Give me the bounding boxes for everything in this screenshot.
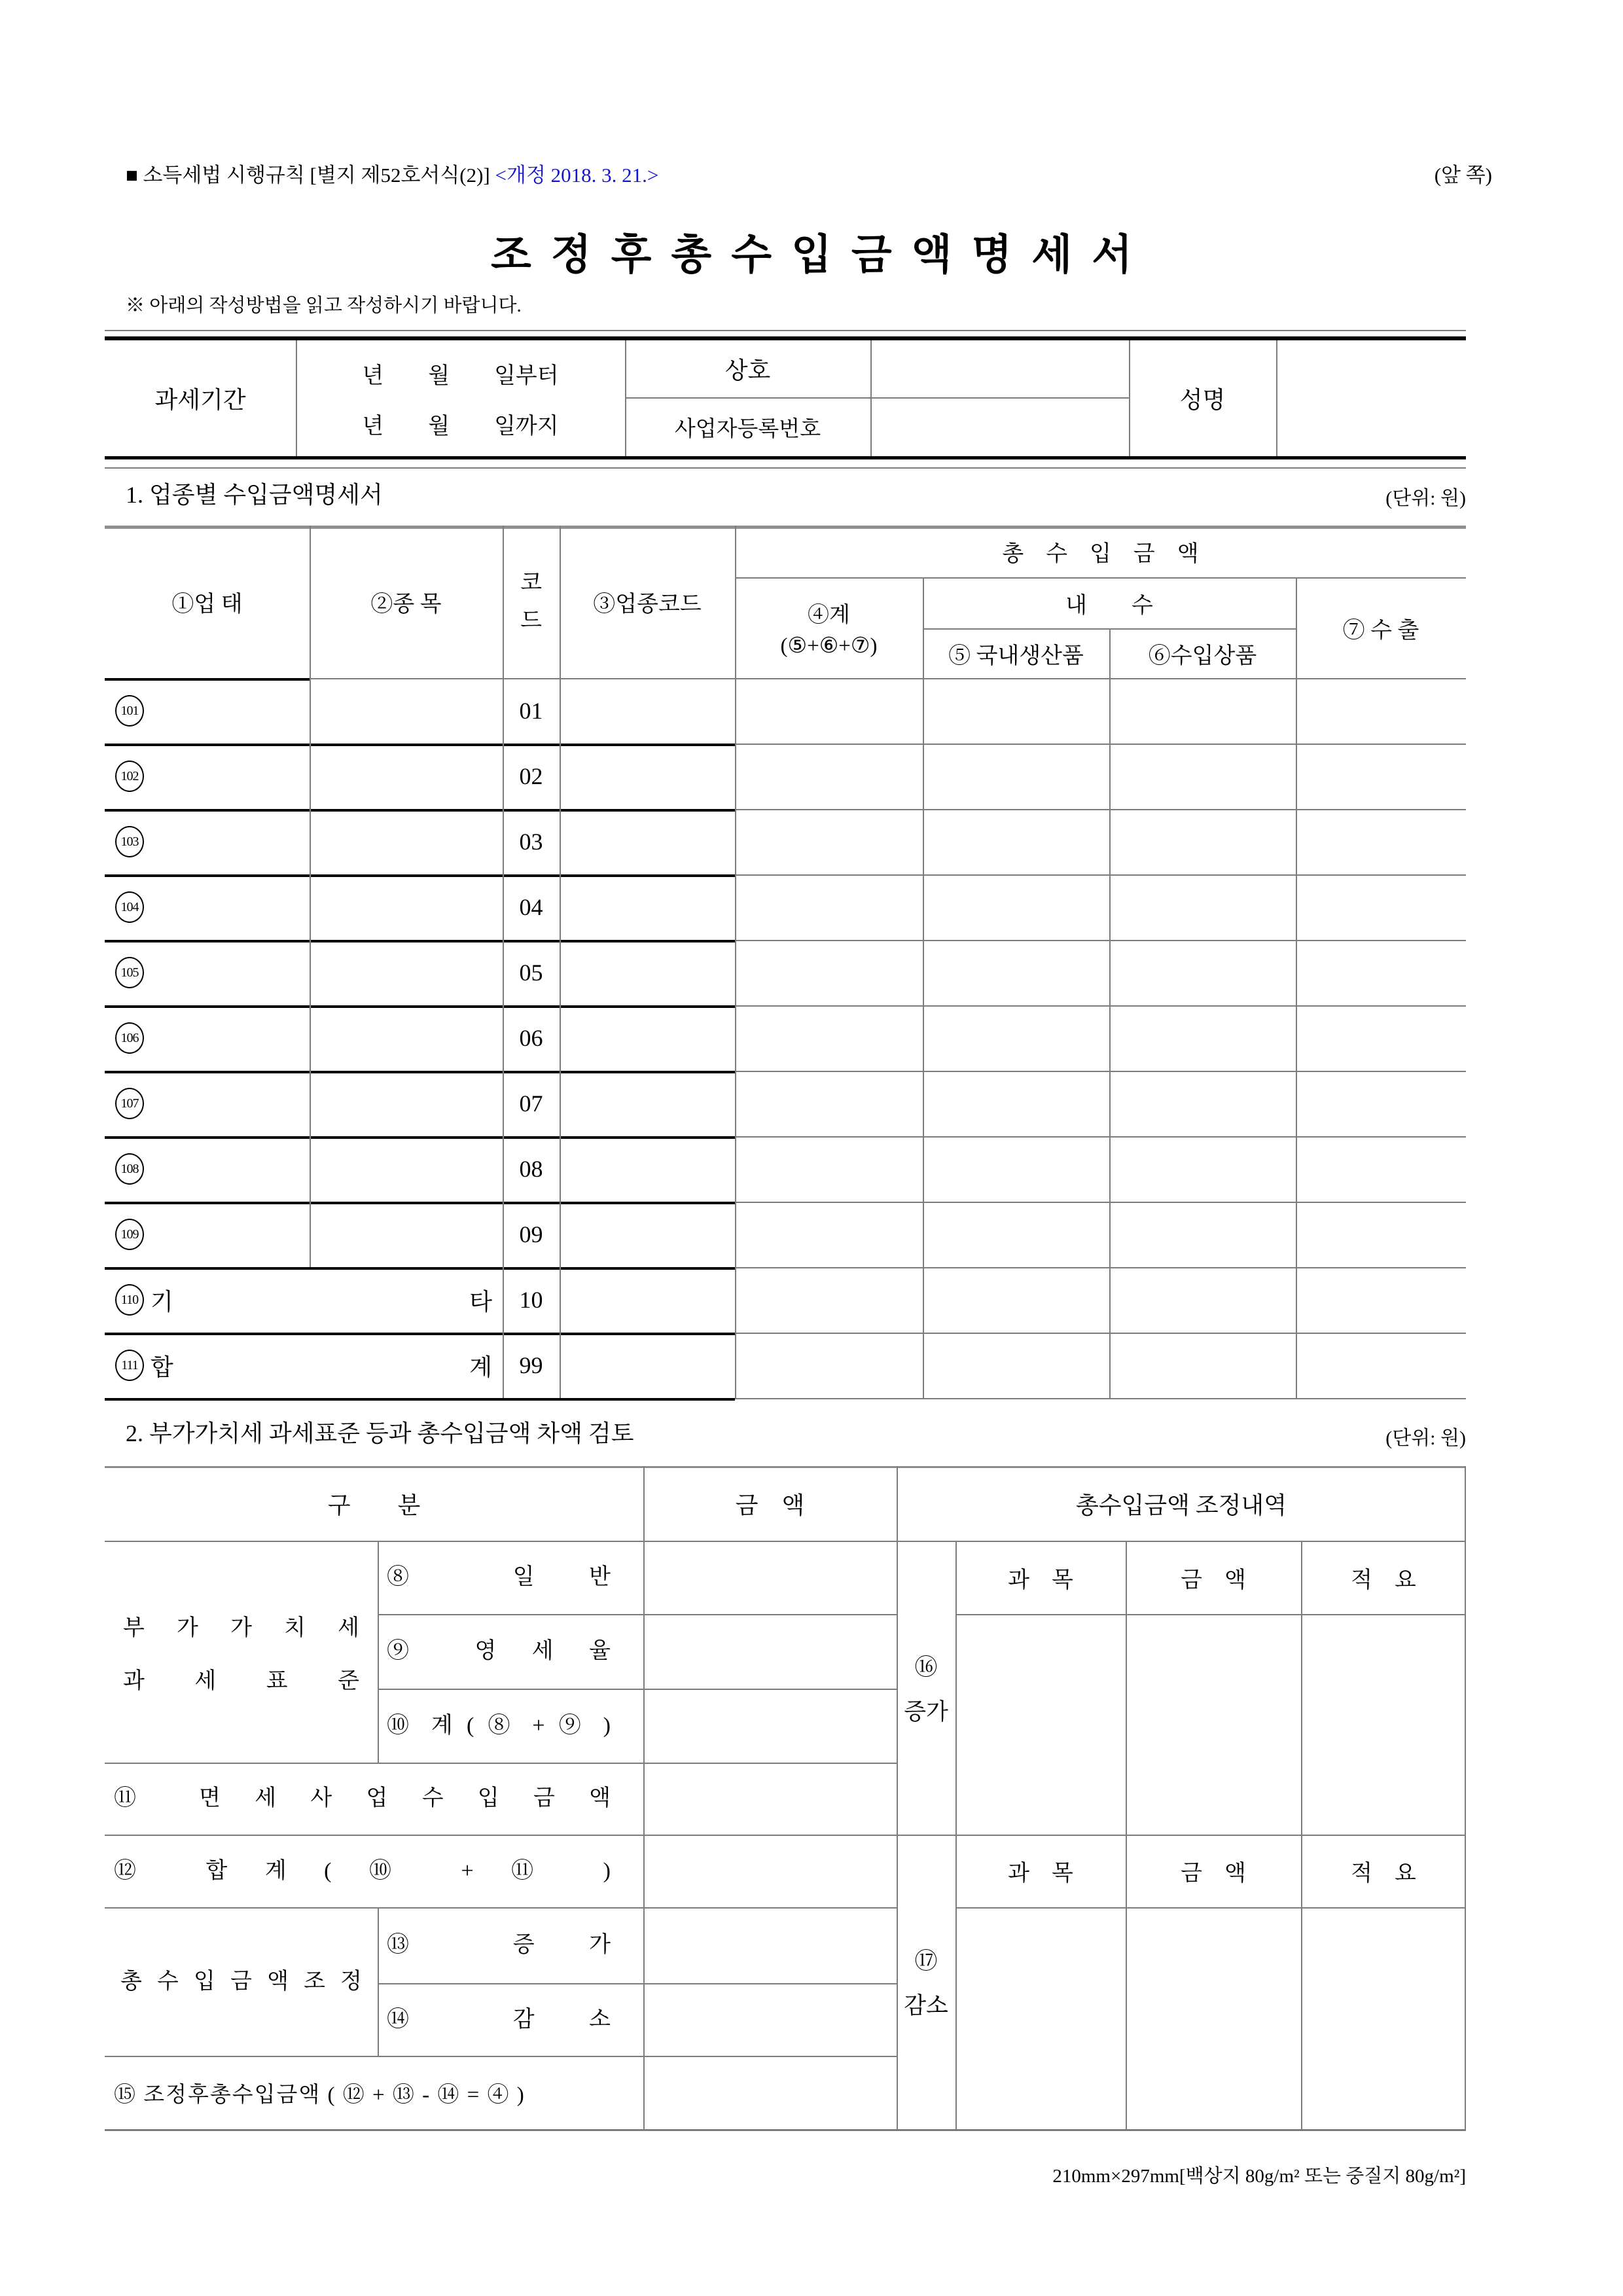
increase-section-label <box>897 1541 955 1835</box>
row-marker <box>105 874 310 940</box>
grid-line <box>643 1466 645 2129</box>
row-marker <box>105 940 310 1005</box>
grid-line <box>735 940 1466 941</box>
row-adjusted-total: ⑮ 조정후총수입금액 ( ⑫ + ⑬ - ⑭ = ④ ) <box>114 2083 526 2107</box>
row-etc-label-left: 기 <box>151 1288 173 1315</box>
col-header-code <box>503 526 560 678</box>
col-header-industry-code: ③업종코드 <box>593 592 702 617</box>
row-total-left <box>115 1349 173 1382</box>
col-header-industry-type: ①업 태 <box>171 592 243 617</box>
section2-heading: 2. 부가가치세 과세표준 등과 총수입금액 차액 검토 <box>126 1420 634 1446</box>
decrease-label: 감소 <box>904 1993 948 2018</box>
grid-line <box>735 1136 1466 1138</box>
grid-line <box>955 1614 1466 1615</box>
increase-marker: ⑯ <box>914 1654 938 1680</box>
row-marker-107: 107 <box>115 1088 144 1119</box>
row-marker-106: 106 <box>115 1022 144 1054</box>
grid-line <box>955 1907 1466 1909</box>
col-header-export: ⑦ 수 출 <box>1342 618 1419 643</box>
row-marker <box>105 744 310 809</box>
grid-line <box>735 1398 1466 1399</box>
decrease-col-amount: 금 액 <box>1181 1861 1246 1886</box>
row-adjust-increase: ⑬ 증 가 <box>387 1933 611 1957</box>
row-code: 03 <box>519 829 543 855</box>
grid-line <box>735 1267 1466 1268</box>
grid-line <box>735 1005 1466 1007</box>
row-marker <box>105 1071 310 1136</box>
tax-period-from: 년 월 일부터 <box>362 363 559 388</box>
row-total <box>105 1333 503 1398</box>
grid-line <box>1296 577 1297 1398</box>
registration-number-value[interactable] <box>870 397 1129 456</box>
row-marker-110: 110 <box>115 1284 144 1316</box>
rule-line <box>105 467 1466 469</box>
row-marker <box>105 1202 310 1267</box>
decrease-section-label <box>897 1835 955 2129</box>
col-header-domestic-product: ⑤ 국내생산품 <box>948 643 1084 668</box>
row-code: 06 <box>519 1025 543 1051</box>
row-code: 04 <box>519 894 543 920</box>
registration-number-label: 사업자등록번호 <box>674 417 821 441</box>
row-etc <box>105 1267 503 1333</box>
row-vat-subtotal: ⑩ 계 ( ⑧ + ⑨ ) <box>387 1713 611 1738</box>
col-header-total-revenue: 총 수 입 금 액 <box>1002 542 1199 566</box>
row-marker-105: 105 <box>115 957 144 988</box>
page-side-label: (앞 쪽) <box>1434 164 1492 187</box>
vat-base-label-line1: 부 가 가 치 세 <box>123 1615 359 1640</box>
revenue-adjust-group-label: 총 수 입 금 액 조 정 <box>120 1969 362 1994</box>
col-header-sum <box>735 577 923 678</box>
owner-name-value[interactable] <box>1276 340 1466 456</box>
decrease-col-subject: 과 목 <box>1008 1861 1073 1886</box>
row-code: 09 <box>519 1221 543 1247</box>
row-total-label-left: 합 <box>151 1354 173 1380</box>
increase-col-note: 적 요 <box>1351 1568 1416 1592</box>
row-marker <box>105 809 310 874</box>
row-marker-108: 108 <box>115 1153 144 1185</box>
grid-line <box>1109 628 1111 1398</box>
col-header-amount: 금 액 <box>735 1492 805 1518</box>
increase-col-amount: 금 액 <box>1181 1568 1246 1592</box>
row-etc-left <box>115 1283 173 1317</box>
grid-line <box>735 1333 1466 1334</box>
col-header-category: 구 분 <box>327 1492 421 1518</box>
col-header-sum-line2: (⑤+⑥+⑦) <box>780 634 878 658</box>
row-marker-104: 104 <box>115 891 144 923</box>
row-marker <box>105 1005 310 1071</box>
grid-line <box>735 809 1466 810</box>
form-revision-date: <개정 2018. 3. 21.> <box>495 164 659 187</box>
row-code: 07 <box>519 1090 543 1117</box>
form-title: 조정후총수입금액명세서 <box>490 232 1152 278</box>
grid-line <box>923 577 924 1398</box>
vat-base-label-line2: 과 세 표 준 <box>123 1668 359 1693</box>
business-name-value[interactable] <box>870 340 1129 397</box>
instruction-note: ※ 아래의 작성방법을 읽고 작성하시기 바랍니다. <box>126 295 522 316</box>
row-code: 01 <box>519 698 543 724</box>
col-header-adjustment: 총수입금액 조정내역 <box>1076 1492 1287 1518</box>
row-marker <box>105 1136 310 1202</box>
grid-line <box>105 1398 735 1401</box>
row-etc-label-right: 타 <box>469 1288 492 1315</box>
grid-line <box>735 1071 1466 1072</box>
row-exempt-revenue: ⑪ 면 세 사 업 수 입 금 액 <box>114 1786 611 1810</box>
paper-spec-note: 210mm×297mm[백상지 80g/m² 또는 중질지 80g/m²] <box>1052 2166 1466 2187</box>
section2-unit-label: (단위: 원) <box>1385 1427 1466 1449</box>
vat-base-group-label <box>105 1541 378 1763</box>
owner-name-label: 성명 <box>1179 387 1226 413</box>
decrease-col-note: 적 요 <box>1351 1861 1416 1886</box>
row-code: 05 <box>519 960 543 986</box>
tax-period-to: 년 월 일까지 <box>362 414 559 439</box>
row-marker <box>105 678 310 744</box>
increase-col-subject: 과 목 <box>1008 1568 1073 1592</box>
form-reference-text: ■ 소득세법 시행규칙 [별지 제52호서식(2)] <box>126 164 495 187</box>
form-reference <box>126 158 658 188</box>
col-header-code-text: 코드 <box>520 570 542 633</box>
grid-line <box>310 678 1466 679</box>
row-vat-zero-rate: ⑨ 영 세 율 <box>387 1639 611 1663</box>
grid-line <box>105 2129 1466 2131</box>
tax-period-label: 과세기간 <box>154 387 246 413</box>
grid-line <box>735 744 1466 745</box>
row-marker-103: 103 <box>115 826 144 857</box>
col-header-domestic: 내 수 <box>1065 593 1153 618</box>
col-header-imported-goods: ⑥수입상품 <box>1148 643 1257 668</box>
row-code: 02 <box>519 763 543 789</box>
row-code: 10 <box>519 1287 543 1313</box>
business-name-label: 상호 <box>724 357 771 384</box>
increase-label: 증가 <box>904 1698 948 1725</box>
row-marker-111: 111 <box>115 1350 144 1381</box>
row-code: 99 <box>519 1352 543 1378</box>
row-vat-general: ⑧ 일 반 <box>387 1565 611 1589</box>
col-header-item: ②종 목 <box>370 592 442 617</box>
section1-unit-label: (단위: 원) <box>1385 488 1466 509</box>
grid-line <box>735 1202 1466 1203</box>
row-adjust-decrease: ⑭ 감 소 <box>387 2007 611 2032</box>
section1-heading: 1. 업종별 수입금액명세서 <box>126 482 383 508</box>
row-grand-total: ⑫ 합 계 ( ⑩ + ⑪ ) <box>114 1859 611 1883</box>
col-header-sum-line1: ④계 <box>808 603 850 627</box>
row-total-label-right: 계 <box>469 1354 492 1380</box>
row-code: 08 <box>519 1156 543 1182</box>
rule-line <box>105 456 1466 459</box>
tax-period-dates <box>296 340 625 456</box>
row-marker-102: 102 <box>115 761 144 792</box>
row-marker-109: 109 <box>115 1219 144 1250</box>
grid-line <box>735 874 1466 876</box>
decrease-marker: ⑰ <box>914 1948 938 1974</box>
row-marker-101: 101 <box>115 695 144 726</box>
rule-line <box>105 330 1466 331</box>
